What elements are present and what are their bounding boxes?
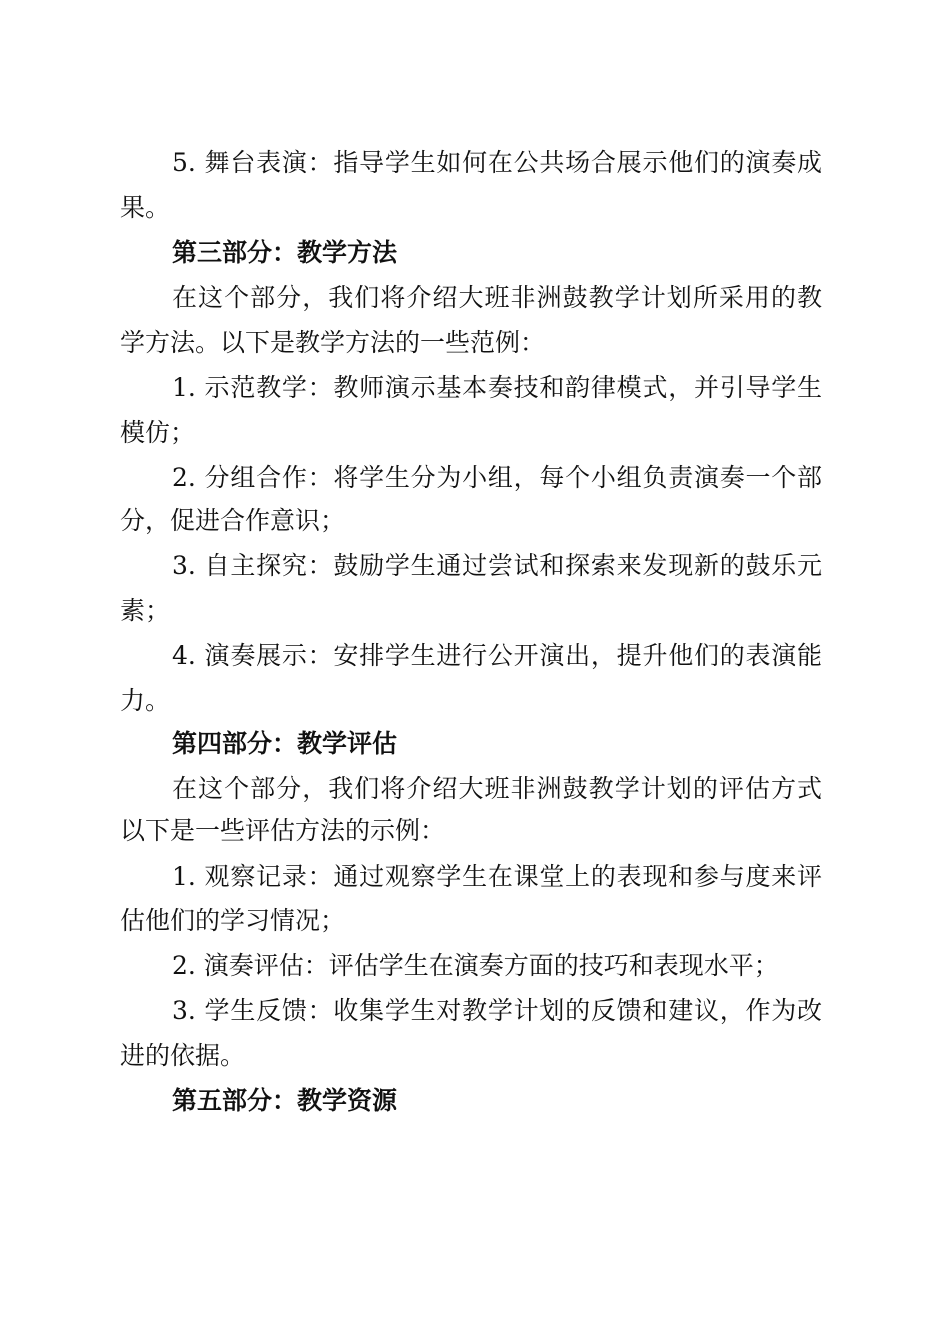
list-item-group-work: 2. 分组合作：将学生分为小组，每个小组负责演奏一个部 — [172, 463, 822, 492]
list-item-stage-performance: 5. 舞台表演：指导学生如何在公共场合展示他们的演奏成 — [172, 148, 822, 177]
paragraph-continuation: 学方法。以下是教学方法的一些范例： — [120, 328, 546, 357]
list-item-continuation: 模仿； — [120, 418, 196, 447]
list-item-observation: 1. 观察记录：通过观察学生在课堂上的表现和参与度来评 — [172, 862, 822, 891]
section-heading-teaching-evaluation: 第四部分：教学评估 — [172, 729, 398, 758]
paragraph-continuation: 以下是一些评估方法的示例： — [120, 816, 446, 845]
list-item-student-feedback: 3. 学生反馈：收集学生对教学计划的反馈和建议，作为改 — [172, 996, 822, 1025]
paragraph-intro: 在这个部分，我们将介绍大班非洲鼓教学计划所采用的教 — [172, 283, 822, 312]
list-item-continuation: 果。 — [120, 193, 171, 222]
list-item-continuation: 分，促进合作意识； — [120, 506, 346, 535]
list-item-continuation: 力。 — [120, 686, 171, 715]
section-heading-teaching-methods: 第三部分：教学方法 — [172, 238, 398, 267]
list-item-demonstration: 1. 示范教学：教师演示基本奏技和韵律模式，并引导学生 — [172, 373, 822, 402]
list-item-performance-showcase: 4. 演奏展示：安排学生进行公开演出，提升他们的表演能 — [172, 641, 822, 670]
list-item-self-exploration: 3. 自主探究：鼓励学生通过尝试和探索来发现新的鼓乐元 — [172, 551, 822, 580]
list-item-continuation: 进的依据。 — [120, 1041, 246, 1070]
paragraph-intro: 在这个部分，我们将介绍大班非洲鼓教学计划的评估方式 — [172, 774, 822, 803]
list-item-continuation: 估他们的学习情况； — [120, 906, 346, 935]
list-item-continuation: 素； — [120, 596, 171, 625]
list-item-performance-evaluation: 2. 演奏评估：评估学生在演奏方面的技巧和表现水平； — [172, 951, 779, 980]
section-heading-teaching-resources: 第五部分：教学资源 — [172, 1086, 398, 1115]
